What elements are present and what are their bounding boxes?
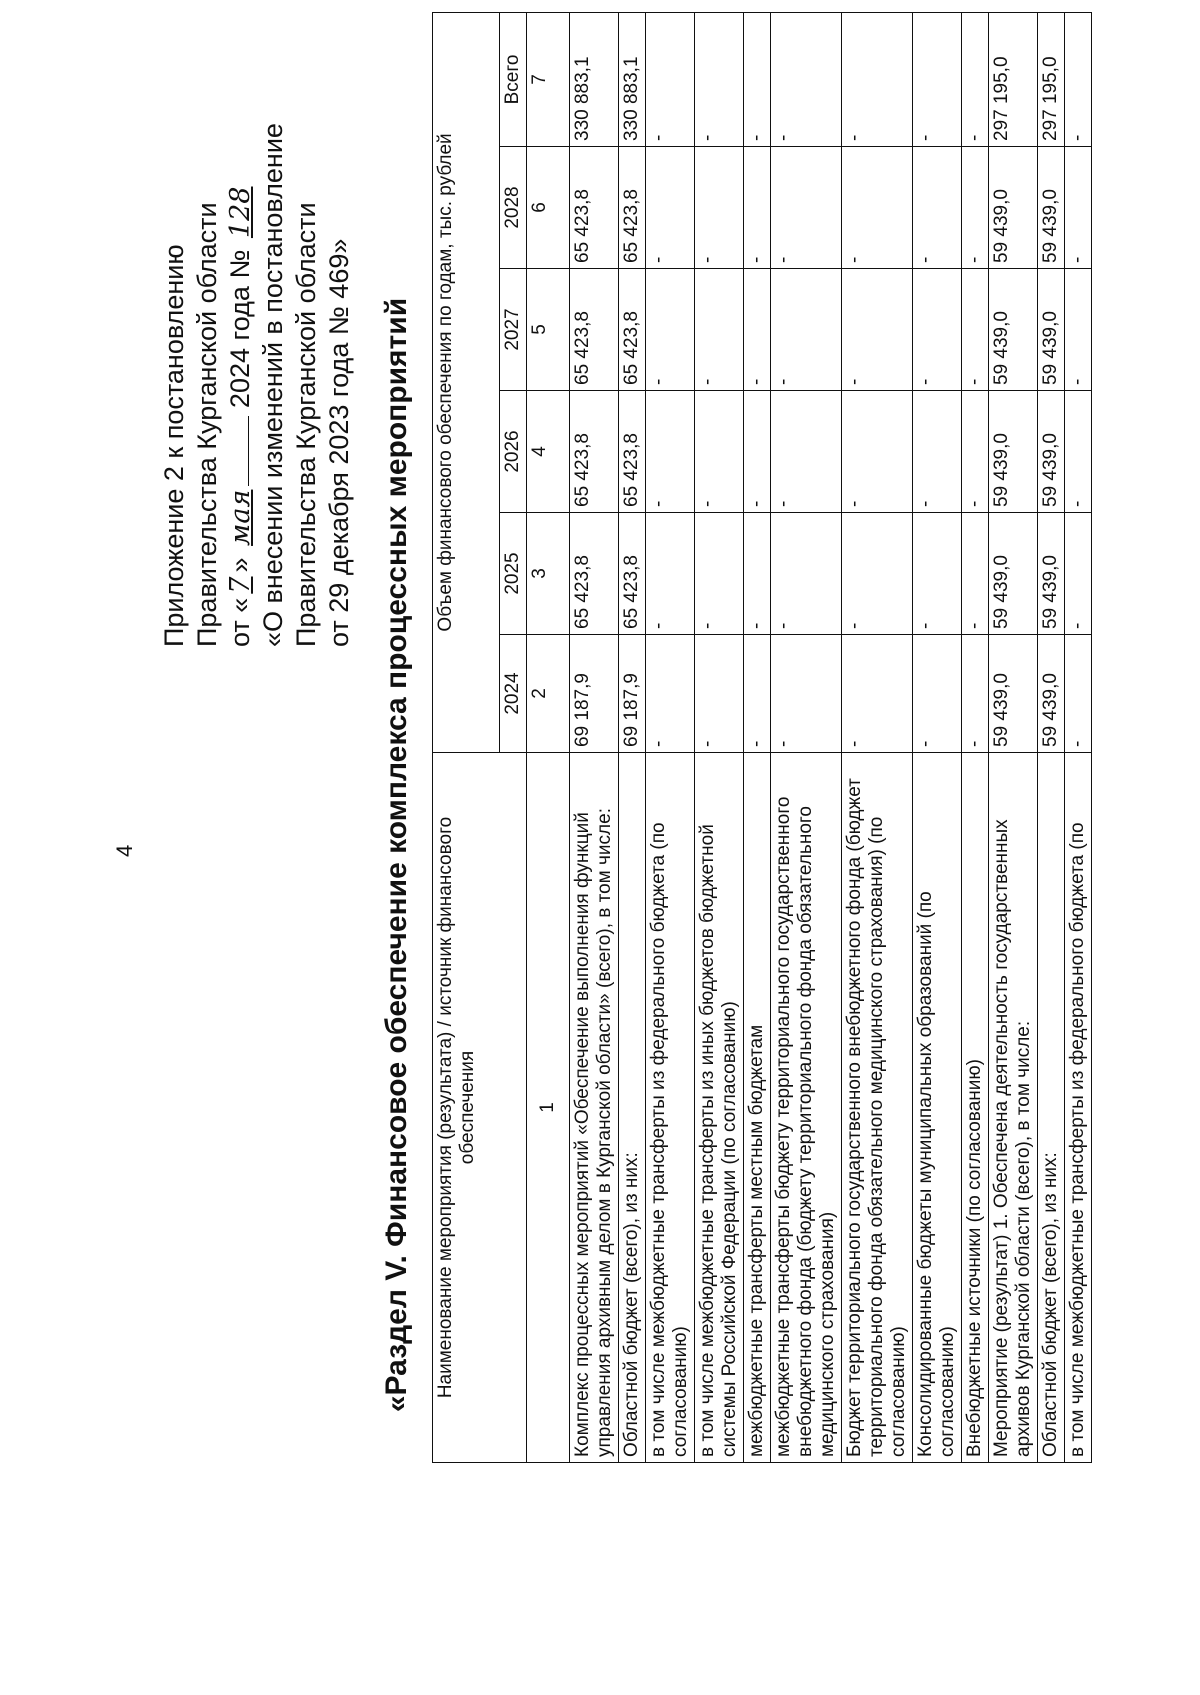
value-cell: -	[744, 635, 771, 753]
value-cell: -	[913, 635, 962, 753]
value-cell: -	[962, 513, 989, 635]
value-cell: -	[842, 269, 913, 391]
value-cell: 297 195,0	[1038, 12, 1065, 146]
column-number: 5	[527, 269, 570, 391]
value-cell: -	[962, 391, 989, 513]
table-row	[570, 12, 619, 1462]
value-cell: -	[695, 147, 744, 269]
table-row	[771, 12, 842, 1462]
year-cell: 2025	[500, 513, 527, 635]
value-cell: -	[962, 635, 989, 753]
column-number: 7	[527, 12, 570, 146]
row-name-cell: в том числе межбюджетные трансферты из федерального бюджета (по согласованию)	[646, 753, 695, 1463]
value-cell: -	[771, 12, 842, 146]
value-cell: 59 439,0	[989, 391, 1038, 513]
column-number: 2	[527, 635, 570, 753]
value-cell: -	[842, 147, 913, 269]
value-cell: -	[1065, 635, 1092, 753]
handwritten-number: 128	[225, 186, 256, 239]
appendix-line: Правительства Курганской области	[192, 202, 222, 647]
value-cell: -	[646, 12, 695, 146]
header-name-cell: Наименование мероприятия (результата) / источник финансового обеспечения	[433, 753, 527, 1463]
table-row	[619, 12, 646, 1462]
value-cell: 59 439,0	[1038, 269, 1065, 391]
header-row	[433, 12, 500, 1462]
table-row	[1038, 12, 1065, 1462]
value-cell: -	[962, 147, 989, 269]
value-cell: -	[913, 269, 962, 391]
value-cell: 65 423,8	[619, 513, 646, 635]
value-cell: 69 187,9	[619, 635, 646, 753]
column-number: 6	[527, 147, 570, 269]
value-cell: -	[1065, 513, 1092, 635]
table-row	[989, 12, 1038, 1462]
value-cell: 59 439,0	[1038, 391, 1065, 513]
row-name-cell: в том числе межбюджетные трансферты из федерального бюджета (по	[1065, 753, 1092, 1463]
value-cell: -	[646, 269, 695, 391]
value-cell: -	[962, 269, 989, 391]
appendix-line: Приложение 2 к постановлению	[159, 244, 189, 647]
date-quote: »	[225, 557, 255, 573]
table-row	[646, 12, 695, 1462]
row-name-cell: межбюджетные трансферты бюджету территориального государственного внебюджетного фонда (бюджету территориального фонда обязательного медицинского страхования)	[771, 753, 842, 1463]
value-cell: 59 439,0	[989, 635, 1038, 753]
value-cell: -	[646, 635, 695, 753]
value-cell: -	[744, 12, 771, 146]
value-cell: 59 439,0	[989, 147, 1038, 269]
year-cell: 2026	[500, 391, 527, 513]
year-cell: 2024	[500, 635, 527, 753]
value-cell: 69 187,9	[570, 635, 619, 753]
page-number: 4	[112, 844, 137, 857]
value-cell: -	[913, 391, 962, 513]
value-cell: -	[744, 269, 771, 391]
value-cell: 330 883,1	[570, 12, 619, 146]
value-cell: -	[744, 513, 771, 635]
date-prefix: от «	[225, 597, 255, 647]
appendix-line: от 29 декабря 2023 года № 469»	[324, 238, 354, 647]
row-name-cell: Комплекс процессных мероприятий «Обеспечение выполнения функций управления архивным делом в Курганской области» (всего), в том числе:	[570, 753, 619, 1463]
column-number: 4	[527, 391, 570, 513]
table-row	[913, 12, 962, 1462]
date-year: 2024 года №	[225, 249, 255, 409]
value-cell: -	[646, 147, 695, 269]
value-cell: -	[771, 635, 842, 753]
value-cell: -	[695, 635, 744, 753]
value-cell: 65 423,8	[619, 147, 646, 269]
blank-line	[224, 416, 249, 486]
year-cell: Всего	[500, 12, 527, 146]
value-cell: 65 423,8	[570, 269, 619, 391]
value-cell: -	[744, 391, 771, 513]
header-volume-cell: Объем финансового обеспечения по годам, тыс. рублей	[433, 12, 500, 752]
value-cell: -	[695, 513, 744, 635]
value-cell: -	[771, 269, 842, 391]
value-cell: -	[1065, 391, 1092, 513]
value-cell: 65 423,8	[570, 391, 619, 513]
value-cell: -	[842, 513, 913, 635]
value-cell: -	[842, 12, 913, 146]
value-cell: -	[1065, 269, 1092, 391]
value-cell: 65 423,8	[619, 391, 646, 513]
value-cell: -	[842, 635, 913, 753]
appendix-header	[158, 123, 356, 647]
row-name-cell: Областной бюджет (всего), из них:	[619, 753, 646, 1463]
handwritten-day: 7	[225, 576, 256, 594]
financing-table	[432, 12, 1092, 1463]
row-name-cell: Бюджет территориального государственного внебюджетного фонда (бюджет территориального фонда обязательного медицинского страхования) (по согласованию)	[842, 753, 913, 1463]
row-name-cell: межбюджетные трансферты местным бюджетам	[744, 753, 771, 1463]
value-cell: -	[695, 12, 744, 146]
table-row	[962, 12, 989, 1462]
table-row	[842, 12, 913, 1462]
value-cell: -	[771, 513, 842, 635]
value-cell: -	[913, 147, 962, 269]
row-name-cell: в том числе межбюджетные трансферты из иных бюджетов бюджетной системы Российской Федерации (по согласованию)	[695, 753, 744, 1463]
value-cell: 65 423,8	[619, 269, 646, 391]
row-name-cell: Областной бюджет (всего), из них:	[1038, 753, 1065, 1463]
value-cell: -	[646, 391, 695, 513]
value-cell: -	[842, 391, 913, 513]
appendix-line: Правительства Курганской области	[291, 202, 321, 647]
value-cell: -	[771, 147, 842, 269]
value-cell: 59 439,0	[989, 513, 1038, 635]
value-cell: -	[695, 269, 744, 391]
appendix-line: «О внесении изменений в постановление	[258, 123, 288, 647]
value-cell: 59 439,0	[1038, 635, 1065, 753]
value-cell: -	[913, 513, 962, 635]
value-cell: -	[1065, 147, 1092, 269]
section-title: «Раздел V. Финансовое обеспечение комплекса процессных мероприятий	[380, 297, 413, 1413]
value-cell: -	[913, 12, 962, 146]
column-number: 3	[527, 513, 570, 635]
table-row	[695, 12, 744, 1462]
value-cell: -	[771, 391, 842, 513]
value-cell: -	[1065, 12, 1092, 146]
row-name-cell: Внебюджетные источники (по согласованию)	[962, 753, 989, 1463]
column-number: 1	[527, 753, 570, 1463]
value-cell: 297 195,0	[989, 12, 1038, 146]
value-cell: -	[695, 391, 744, 513]
value-cell: 59 439,0	[1038, 513, 1065, 635]
table-row	[744, 12, 771, 1462]
value-cell: 59 439,0	[989, 269, 1038, 391]
column-number-row	[527, 12, 570, 1462]
year-cell: 2027	[500, 269, 527, 391]
value-cell: -	[962, 12, 989, 146]
value-cell: 330 883,1	[619, 12, 646, 146]
year-cell: 2028	[500, 147, 527, 269]
handwritten-month: мая	[225, 489, 256, 546]
appendix-date-line	[224, 123, 257, 647]
value-cell: 59 439,0	[1038, 147, 1065, 269]
value-cell: 65 423,8	[570, 513, 619, 635]
value-cell: -	[646, 513, 695, 635]
row-name-cell: Консолидированные бюджеты муниципальных образований (по согласованию)	[913, 753, 962, 1463]
table-row	[1065, 12, 1092, 1462]
value-cell: -	[744, 147, 771, 269]
row-name-cell: Мероприятие (результат) 1. Обеспечена деятельность государственных архивов Курганской области (всего), в том числе:	[989, 753, 1038, 1463]
value-cell: 65 423,8	[570, 147, 619, 269]
